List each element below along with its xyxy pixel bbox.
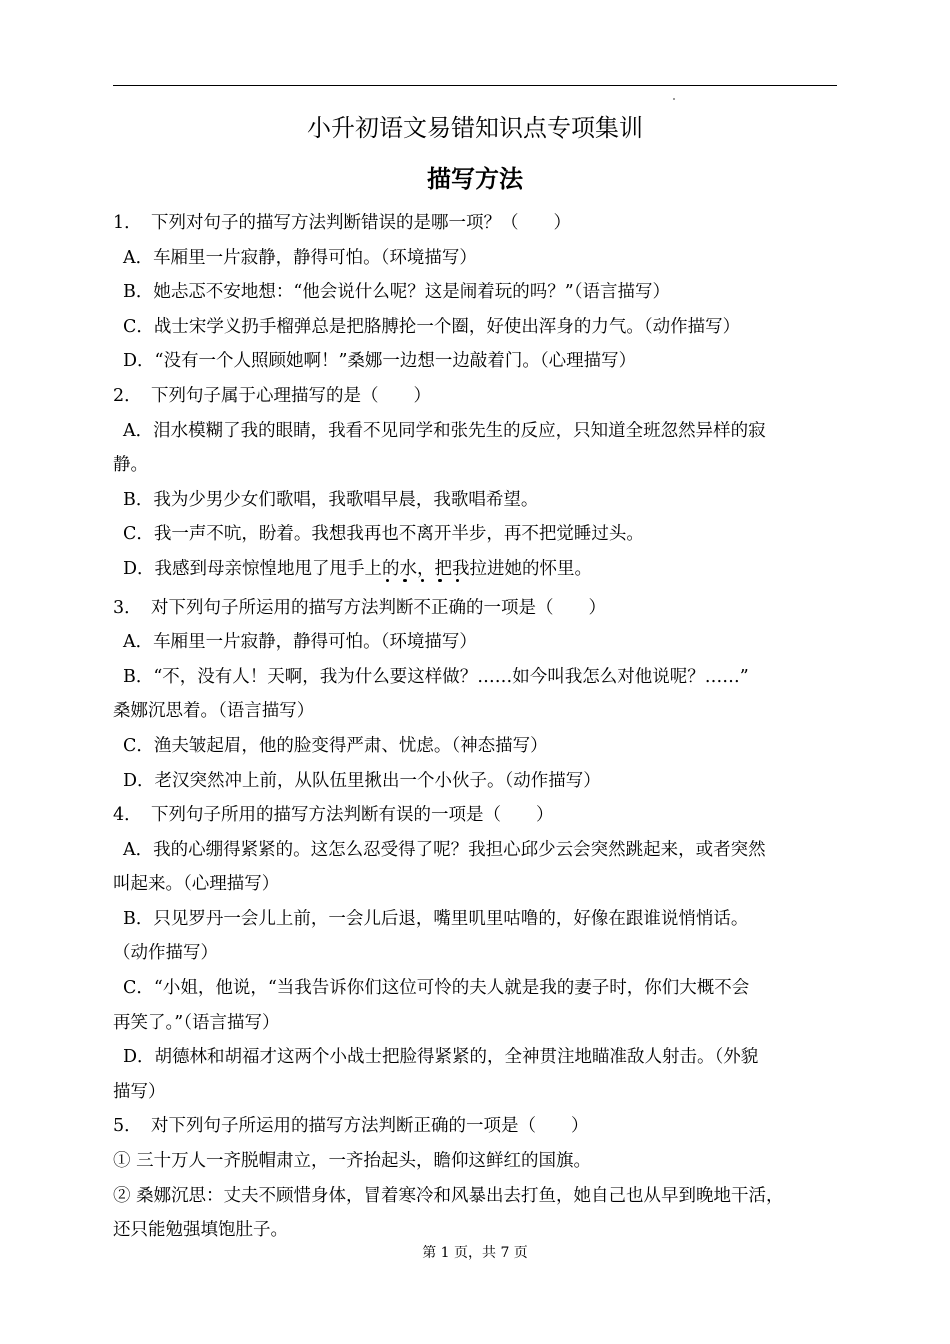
question-3-option-c: C．渔夫皱起眉，他的脸变得严肃、忧虑。（神态描写） xyxy=(123,735,548,756)
question-3-option-d: D．老汉突然冲上前，从队伍里揪出一个小伙子。（动作描写） xyxy=(123,770,601,791)
question-body xyxy=(113,206,838,1248)
question-2-option-a-cont: 静。 xyxy=(113,455,148,476)
question-2-option-d: D．我感到母亲惊惶地甩了甩手上的水，把我拉进她的怀里。 xyxy=(123,558,593,579)
page-subtitle: 描写方法 xyxy=(427,165,523,193)
question-4-option-d-cont: 描写） xyxy=(113,1081,166,1102)
question-4-option-c: C．“小姐，他说，“当我告诉你们这位可怜的夫人就是我的妻子时，你们大概不会 xyxy=(123,978,750,999)
question-5-sentence-1: ① 三十万人一齐脱帽肃立，一齐抬起头，瞻仰这鲜红的国旗。 xyxy=(113,1151,592,1172)
question-2-option-c: C．我一声不吭，盼着。我想我再也不离开半步，再不把觉睡过头。 xyxy=(123,524,644,545)
question-1-option-a: A．车厢里一片寂静，静得可怕。（环境描写） xyxy=(123,247,477,268)
question-2-option-a: A．泪水模糊了我的眼睛，我看不见同学和张先生的反应，只知道全班忽然异样的寂 xyxy=(123,420,766,441)
page-title: 小升初语文易错知识点专项集训 xyxy=(307,114,643,142)
header-rule xyxy=(113,85,837,86)
question-1-option-d: D．“没有一个人照顾她啊！”桑娜一边想一边敲着门。（心理描写） xyxy=(123,351,637,372)
question-4-option-b: B．只见罗丹一会儿上前，一会儿后退，嘴里叽里咕噜的，好像在跟谁说悄悄话。 xyxy=(123,908,749,929)
question-5-stem: 5． 对下列句子所运用的描写方法判断正确的一项是（ ） xyxy=(113,1116,589,1137)
question-4-option-a-cont: 叫起来。（心理描写） xyxy=(113,874,280,895)
question-3-stem: 3． 对下列句子所运用的描写方法 判断不正确的一项是（ ） xyxy=(113,591,838,626)
question-4-stem: 4． 下列句子所用的描写方法判断有误的一项是（ ） xyxy=(113,805,554,826)
question-5-sentence-2: ② 桑娜沉思：丈夫不顾惜身体，冒着寒冷和风暴出去打鱼，她自己也从早到晚地干活， xyxy=(113,1185,784,1206)
question-1-option-c: C．战士宋学义扔手榴弹总是把胳膊抡一个圈，好使出浑身的力气。（动作描写） xyxy=(123,316,741,337)
question-4-option-c-cont: 再笑了。”（语言描写） xyxy=(113,1012,280,1033)
page-footer: 第 1 页，共 7 页 xyxy=(422,1245,528,1261)
question-4-option-d: D．胡德林和胡福才这两个小战士把脸得紧紧的，全神贯注地瞄准敌人射击。（外貌 xyxy=(123,1047,759,1068)
question-1-stem: 1． 下列对句子的描写方法判断错误的是哪一项？（ ） xyxy=(113,213,571,233)
question-1-option-b: B．她忐忑不安地想：“他会说什么呢？这是闹着玩的吗？”（语言描写） xyxy=(123,282,671,303)
emphasis-marks: 判断不正确 xyxy=(379,591,467,626)
emphasis-dots xyxy=(379,579,467,585)
question-3-option-b-cont: 桑娜沉思着。（语言描写） xyxy=(113,701,315,722)
question-3-option-b: B．“不，没有人！天啊，我为什么要这样做？……如今叫我怎么对他说呢？……” xyxy=(123,666,749,687)
question-5-sentence-2-cont: 还只能勉强填饱肚子。 xyxy=(113,1220,288,1241)
header-dot xyxy=(673,98,675,100)
question-4-option-a: A．我的心绷得紧紧的。这怎么忍受得了呢？我担心邱少云会突然跳起来，或者突然 xyxy=(123,839,766,860)
question-2-option-b: B．我为少男少女们歌唱，我歌唱早晨，我歌唱希望。 xyxy=(123,489,539,510)
question-3-option-a: A．车厢里一片寂静，静得可怕。（环境描写） xyxy=(123,632,477,653)
question-4-option-b-cont: （动作描写） xyxy=(113,943,218,964)
question-2-stem: 2． 下列句子属于心理描写的是（ ） xyxy=(113,385,431,406)
